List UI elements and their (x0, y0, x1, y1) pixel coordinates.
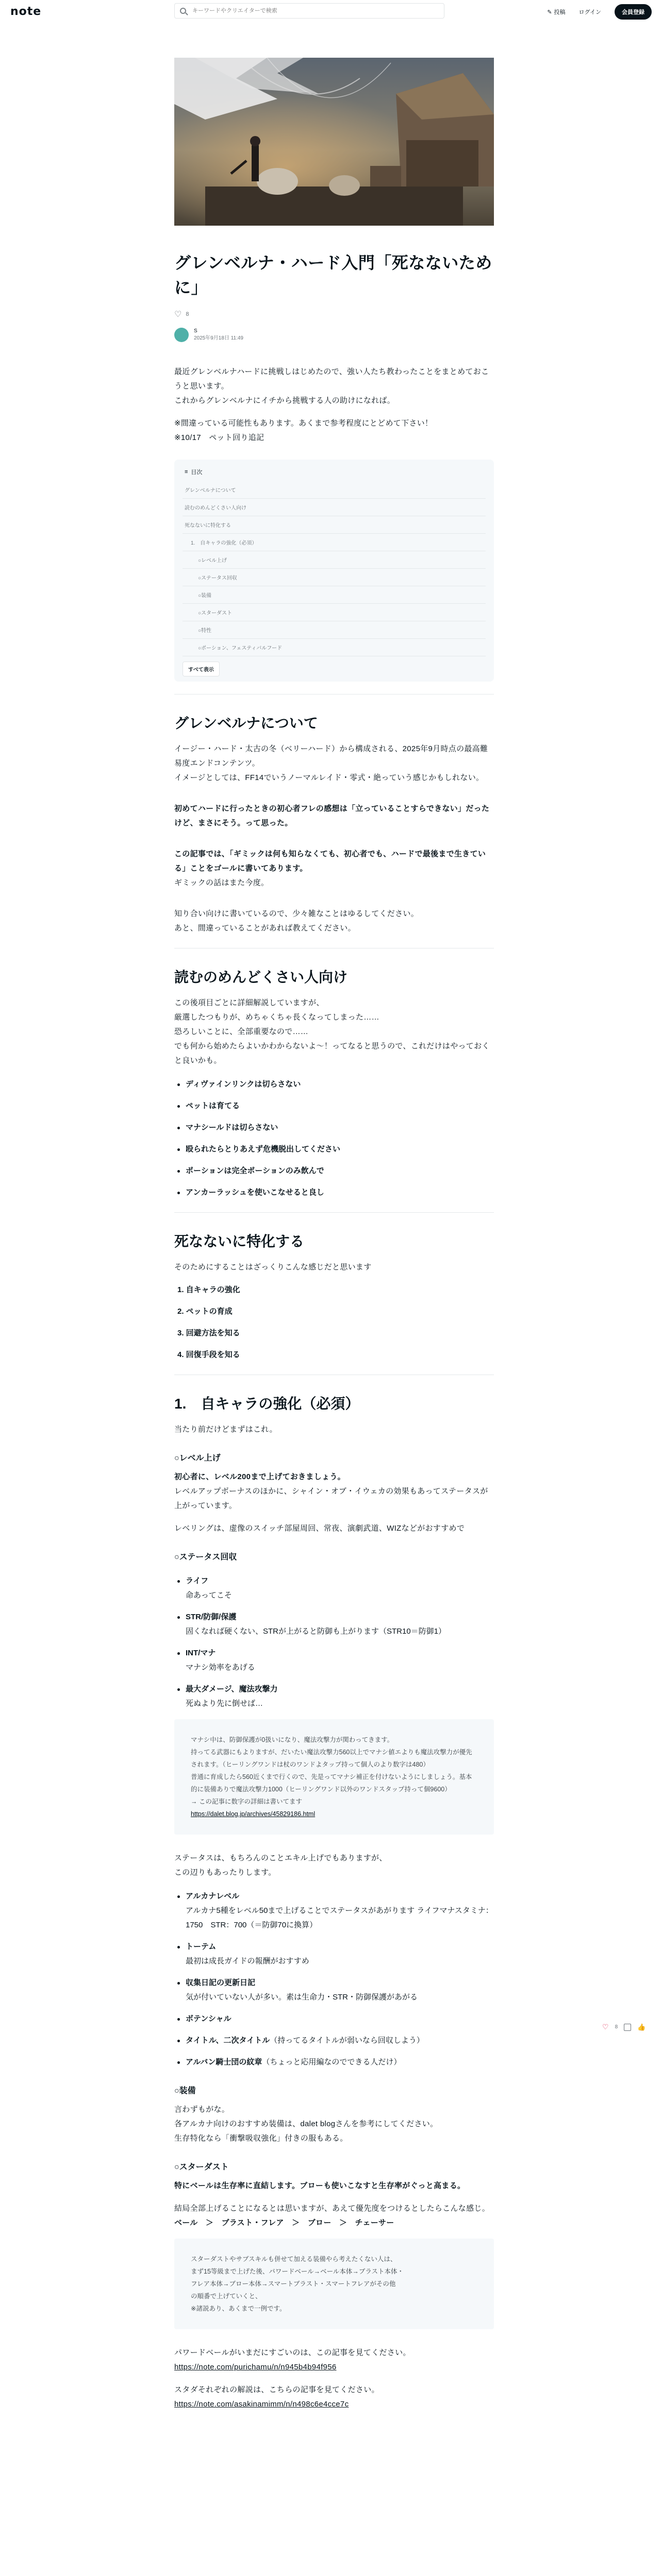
toc-item[interactable]: ○レベル上げ (183, 551, 486, 569)
like-heart-icon[interactable]: ♡ (602, 2023, 609, 2031)
item-name: ボテンシャル (186, 2014, 231, 2023)
toc-item[interactable]: 死なないに特化する (183, 516, 486, 534)
item-desc: 最初は成長ガイドの報酬がおすすめ (186, 1957, 309, 1965)
list-item: 殴られたらとりあえず危機脱出してください (174, 1142, 494, 1157)
intro-p4: ※10/17 ペット回り追記 (174, 433, 264, 442)
item-name: タイトル、二次タイトル (186, 2036, 270, 2045)
subsection-heading: ○装備 (174, 2087, 196, 2095)
summary-list (174, 1077, 494, 1200)
quote-line: フレア本体→ブロー本体→スマートブラスト・スマートフレアがその他 (191, 2280, 396, 2287)
toc-item[interactable]: 読むのめんどくさい人向け (183, 499, 486, 516)
paragraph: 言わずもがな。 (174, 2105, 230, 2114)
paragraph: 特にベールは生存率に直結します。ブローも使いこなすと生存率がぐっと高まる。 (174, 2181, 466, 2190)
toc-item[interactable]: ○スターダスト (183, 604, 486, 621)
paragraph: この後項目ごとに詳細解説していますが、 (174, 998, 324, 1007)
quote-line: マナシ中は、防御保護が0扱いになり、魔法攻撃力が関わってきます。 (191, 1736, 394, 1743)
toc-list-icon: ≡ (185, 469, 188, 475)
item-name: 最大ダメージ、魔法攻撃力 (186, 1685, 278, 1693)
list-item (174, 1976, 494, 2005)
table-of-contents (174, 460, 494, 682)
paragraph: 結局全部上げることになるとは思いますが、あえて優先度をつけるとしたらこんな感じ。 (174, 2204, 490, 2213)
paragraph: 恐ろしいことに、全部重要なので…… (174, 1027, 309, 1036)
list-item: ポーションは完全ポーションのみ飲んで (174, 1164, 494, 1178)
intro-p2: これからグレンベルナにイチから挑戦する人の助けになれば。 (174, 396, 395, 405)
toc-item[interactable]: ○特性 (183, 621, 486, 639)
paragraph: 初心者に、レベル200まで上げておきましょう。 (174, 1472, 345, 1481)
list-item (174, 1610, 494, 1639)
post-label: 投稿 (554, 9, 566, 15)
likes-row (174, 309, 494, 319)
paragraph: 知り合い向けに書いているので、少々雑なことはゆるしてください。 (174, 909, 419, 918)
article-link[interactable]: https://note.com/asakinamimm/n/n498c6e4cce7c (174, 2400, 349, 2409)
side-likes-count: 8 (615, 2024, 618, 2030)
signup-button[interactable]: 会員登録 (615, 4, 652, 20)
search-input[interactable] (192, 8, 440, 14)
quote-block (174, 2239, 494, 2329)
article-column (174, 58, 494, 2412)
quote-line: → この記事に数字の詳細は書いてます (191, 1798, 302, 1805)
paragraph: そのためにすることはざっくりこんな感じだと思います (174, 1263, 372, 1272)
section-heading: 死なないに特化する (174, 1233, 305, 1249)
item-name: ライフ (186, 1577, 209, 1585)
author-meta (194, 328, 243, 342)
list-item: アンカーラッシュを使いこなせると良し (174, 1185, 494, 1200)
top-header (0, 0, 662, 23)
subsection-heading: ○ステータス回収 (174, 1553, 237, 1562)
quote-line: ※諸説あり、あくまで一例です。 (191, 2305, 286, 2312)
post-button[interactable] (547, 8, 565, 16)
divider (174, 1212, 494, 1213)
status-sources-list (174, 1889, 494, 2070)
item-name: 収集日記の更新日記 (186, 1978, 256, 1987)
search-icon (180, 8, 186, 14)
list-item (174, 2012, 494, 2026)
list-item (174, 1940, 494, 1969)
paragraph: ステータスは、もちろんのことエキル上げでもありますが、 (174, 1854, 387, 1862)
thumbs-up-icon[interactable]: 👍 (637, 2023, 646, 2031)
list-item (174, 2055, 494, 2070)
quote-line: 持ってる武器にもよりますが、だいたい魔法攻撃力560以上でマナシ値エよりも魔法攻撃力が優先されます。（ヒーリングワンドは杖のワンドよタップ持って個人のより数字は480） (191, 1749, 472, 1768)
intro-p1: 最近グレンベルナハードに挑戦しはじめたので、強い人たち教わったことをまとめておこうと思います。 (174, 367, 489, 391)
floating-actions (602, 2023, 646, 2031)
list-item (174, 1889, 494, 1933)
article-title: グレンベルナ・ハード入門「死なないために」 (174, 253, 492, 297)
subsection-heading: ○スターダスト (174, 2163, 229, 2172)
list-item: 4. 回復手段を知る (177, 1350, 240, 1359)
quote-block (174, 1719, 494, 1835)
likes-count: 8 (186, 311, 189, 317)
toc-item[interactable]: グレンベルナについて (183, 481, 486, 499)
item-desc: 死ぬより先に倒せば… (186, 1699, 263, 1708)
list-item: 3. 回避方法を知る (177, 1329, 240, 1337)
paragraph: 各アルカナ向けのおすすめ装備は、dalet blogさんを参考にしてください。 (174, 2120, 438, 2128)
toc-show-all-button[interactable]: すべて表示 (183, 662, 220, 676)
item-name: STR/防御/保護 (186, 1613, 237, 1621)
list-item (174, 1574, 494, 1603)
priority-order: ベール ＞ ブラスト・フレア ＞ ブロー ＞ チェーサー (174, 2218, 394, 2227)
article-link[interactable]: https://note.com/purichamu/n/n945b4b94f956 (174, 2363, 337, 2371)
item-desc: マナシ効率をあげる (186, 1663, 255, 1672)
list-item: ペットは育てる (174, 1099, 494, 1113)
publish-date: 2025年9月18日 11:49 (194, 335, 243, 341)
quote-line: スターダストやサブスキルも併せて加える装備やら考えたくない人は、 (191, 2256, 397, 2263)
paragraph: イメージとしては、FF14でいうノーマルレイド・零式・絶っていう感じかもしれない。 (174, 773, 484, 782)
intro-p3: ※間違っている可能性もあります。あくまで参考程度にとどめて下さい！ (174, 419, 433, 428)
item-name: アルカナレベル (186, 1892, 240, 1901)
paragraph: パワードベールがいまだにすごいのは、この記事を見てください。 (174, 2348, 411, 2357)
toc-item[interactable]: ○装備 (183, 586, 486, 604)
list-item (174, 1646, 494, 1675)
section-heading: グレンベルナについて (174, 715, 318, 731)
paragraph: レベリングは、虚像のスイッチ部屋周回、常夜、演劇武道、WIZなどがおすすめで (174, 1524, 465, 1533)
item-desc: 気が付いていない人が多い。素は生命力・STR・防御保護があがる (186, 1993, 418, 2002)
quote-line: の順番で上げていくと、 (191, 2293, 262, 2300)
item-name: INT/マナ (186, 1649, 216, 1657)
quote-line: 普通に育成したら560近くまで行くので、先是ってマナシ補正を付けないようにしましょう。基本的に装備ありで魔法攻撃力1000（ヒーリングワンド以外のワンドスタップ持って個9600） (191, 1773, 472, 1793)
toc-item[interactable]: ○ポーション、フェスティバルフード (183, 639, 486, 656)
paragraph: スタダそれぞれの解説は、こちらの記事を見てください。 (174, 2385, 379, 2394)
share-icon[interactable] (624, 2024, 631, 2031)
avatar[interactable] (174, 328, 189, 342)
list-item (174, 2033, 494, 2048)
strategy-list (174, 1283, 494, 1362)
paragraph: この記事では、「ギミックは何も知らなくても、初心者でも、ハードで最後まで生きている」ことをゴールに書いてあります。 (174, 850, 486, 873)
status-list (174, 1574, 494, 1711)
toc-item[interactable]: ○ステータス回収 (183, 569, 486, 586)
item-desc: 固くなれば硬くない、STRが上がると防御も上がります（STR10＝防御1） (186, 1627, 446, 1636)
quote-link[interactable]: https://dalet.blog.jp/archives/45829186.html (191, 1810, 316, 1818)
section-heading: 読むのめんどくさい人向け (174, 969, 348, 985)
section-heading: 1. 自キャラの強化（必須） (174, 1396, 360, 1412)
subsection-heading: ○レベル上げ (174, 1454, 221, 1463)
paragraph: イージー・ハード・太古の冬（ベリーハード）から構成される、2025年9月時点の最高難易度エンドコンテンツ。 (174, 744, 488, 768)
paragraph: ギミックの話はまた今度。 (174, 878, 269, 887)
paragraph: 厳選したつもりが、めちゃくちゃ長くなってしまった…… (174, 1013, 379, 1022)
quote-line: まず15等級まで上げた後、パワードベール→ベール本体→ブラスト本体・ (191, 2268, 404, 2275)
item-desc: 命あってこそ (186, 1591, 232, 1600)
heart-icon[interactable]: ♡ (174, 310, 182, 319)
author-block[interactable] (174, 328, 494, 342)
list-item: 2. ペットの育成 (177, 1307, 233, 1316)
paragraph: 初めてハードに行ったときの初心者フレの感想は「立っていることすらできない」だったけど、まさにそう。って思った。 (174, 804, 490, 827)
hero-image (174, 58, 494, 226)
hero-illustration (174, 58, 494, 226)
login-button[interactable]: ログイン (578, 9, 601, 15)
paragraph: でも何から始めたらよいかわからないよ～！ってなると思うので、これだけはやっておくと良いかも。 (174, 1042, 490, 1065)
toc-item[interactable]: 1. 自キャラの強化（必須） (183, 534, 486, 551)
paragraph: 生存特化なら「衝撃吸収強化」付きの服もある。 (174, 2134, 348, 2143)
search-box[interactable] (174, 3, 444, 19)
list-item: 1. 自キャラの強化 (177, 1285, 240, 1294)
list-item: マナシールドは切らさない (174, 1121, 494, 1135)
item-desc: アルカナ5種をレベル50まで上げることでステータスがあがります ライフマナスタミナ：1750 STR：700（＝防御70に換算） (186, 1906, 493, 1929)
item-name: トーテム (186, 1942, 217, 1951)
author-name[interactable]: S (194, 328, 197, 334)
pen-icon: ✎ (547, 9, 552, 15)
paragraph: レベルアップボーナスのほかに、シャイン・オブ・イウェカの効果もあってステータスが上がっています。 (174, 1487, 488, 1510)
toc-header[interactable] (183, 465, 486, 481)
toc-title: 目次 (191, 469, 203, 476)
paragraph: あと、間違っていることがあれば教えてください。 (174, 924, 356, 933)
item-desc: （持ってるタイトルが弱いなら回収しよう） (270, 2036, 424, 2045)
paragraph: この辺りもあったりします。 (174, 1868, 276, 1877)
list-item (174, 1682, 494, 1711)
note-logo[interactable]: note (10, 5, 42, 18)
header-actions (547, 4, 652, 20)
item-desc: （ちょっと応用編なのでできる人だけ） (262, 2058, 402, 2066)
paragraph: 当たり前だけどまずはこれ。 (174, 1425, 277, 1434)
list-item: ディヴァインリンクは切らさない (174, 1077, 494, 1092)
item-name: アルバン騎士団の紋章 (186, 2058, 262, 2066)
